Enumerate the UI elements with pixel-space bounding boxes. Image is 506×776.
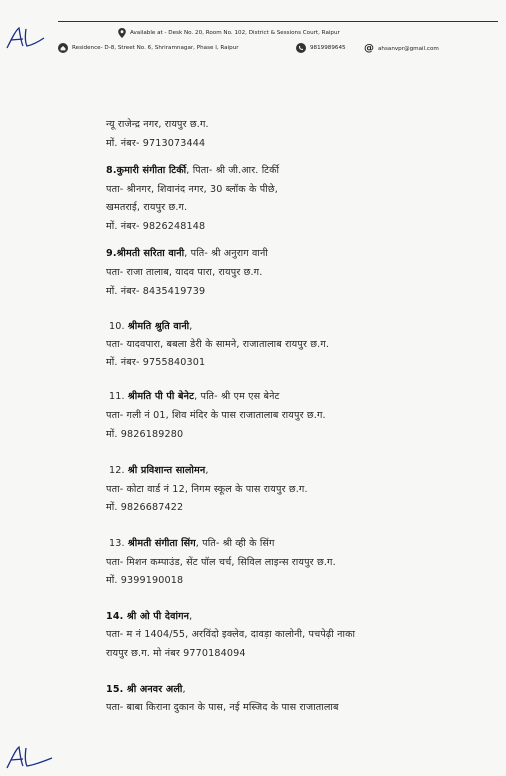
header-location-text: Available at - Desk No. 20, Room No. 102, District & Sessions Court, Raipur <box>130 30 340 36</box>
header-email-text: ahsanvpr@gmail.com <box>378 45 439 52</box>
entry-relation: , <box>205 465 209 476</box>
entry-heading <box>109 538 275 550</box>
entry-number: 11. <box>109 391 128 402</box>
entry-name: 14. श्री ओ पी देवांगन <box>106 611 190 622</box>
entry-line: पता- यादवपारा, बबला डेरी के सामने, राजातालाब रायपुर छ.ग. <box>106 339 330 350</box>
entry-relation: , पिता- श्री जी.आर. टिर्की <box>186 165 280 176</box>
entry-heading <box>106 684 186 696</box>
entry-heading <box>106 611 192 623</box>
entry-heading <box>109 391 280 403</box>
entry-number: 12. <box>109 465 128 476</box>
entry-line: पता- मिशन कम्पाउंड, सेंट पॉल चर्च, सिविल लाइन्स रायपुर छ.ग. <box>106 557 336 568</box>
entry-relation: , पति- श्री एम एस बेनेट <box>194 391 280 402</box>
entry-line: मों. 9399190018 <box>106 575 184 586</box>
entry-name: श्रीमति पी पी बेनेट <box>127 391 195 402</box>
signature-bottom <box>4 742 54 772</box>
entry-heading <box>106 248 268 260</box>
entry-line: पता- गली नं 01, शिव मंदिर के पास राजातालाब रायपुर छ.ग. <box>106 410 326 421</box>
entry-line: पता- बाबा किराना दुकान के पास, नई मस्जिद के पास राजातालाब <box>106 702 339 713</box>
entry-line: पता- म नं 1404/55, अरविंदो इक्लेव, दावड़ा कालोनी, पचपेढ़ी नाका <box>106 629 356 640</box>
entry-relation: , पति- श्री अनुराग वानी <box>184 248 268 259</box>
entry-line: मों. नंबर- 9826248148 <box>106 221 206 232</box>
entry-relation: , <box>189 611 193 622</box>
header-residence-text: Residence- D-8, Street No. 6, Shriramnagar, Phase I, Raipur <box>72 45 239 51</box>
entry-relation: , <box>182 684 186 695</box>
entry-name: श्रीमति श्रुति वानी <box>127 321 190 332</box>
at-sign-icon: @ <box>364 43 374 54</box>
entry-line: मों. नंबर- 9713073444 <box>106 138 206 149</box>
entry-line: मों. नंबर- 8435419739 <box>106 286 206 297</box>
entry-name: 9.श्रीमती सरिता वानी <box>106 248 185 259</box>
entry-line: मों. नंबर- 9755840301 <box>106 357 206 368</box>
entry-name: श्रीमती संगीता सिंग <box>127 538 196 549</box>
entry-line: खमतराई, रायपुर छ.ग. <box>106 202 188 213</box>
entry-line: पता- राजा तालाब, यादव पारा, रायपुर छ.ग. <box>106 267 263 278</box>
entry-line: रायपुर छ.ग. मो नंबर 9770184094 <box>106 648 246 659</box>
entry-name: 15. श्री अनवर अली <box>106 684 183 695</box>
entry-line: पता- श्रीनगर, शिवानंद नगर, 30 ब्लॉक के पीछे, <box>106 184 278 195</box>
entry-relation: , <box>189 321 193 332</box>
entry-relation: , पति- श्री व्ही के सिंग <box>195 538 275 549</box>
entry-line: पता- कोटा वार्ड नं 12, निगम स्कूल के पास रायपुर छ.ग. <box>106 484 308 495</box>
header-phone-text: 9819989645 <box>310 45 346 51</box>
entry-number: 13. <box>109 538 128 549</box>
entry-number: 10. <box>109 321 128 332</box>
entry-line: मों. 9826189280 <box>106 429 184 440</box>
entry-line: मों. 9826687422 <box>106 502 184 513</box>
entry-name: 8.कुमारी संगीता टिर्की <box>106 165 187 176</box>
entry-heading <box>106 165 279 177</box>
entry-line: न्यू राजेन्द्र नगर, रायपुर छ.ग. <box>106 119 209 130</box>
entry-name: श्री प्रविशान्त सालोमन <box>127 465 206 476</box>
entry-heading <box>109 321 193 333</box>
entry-heading <box>109 465 209 477</box>
